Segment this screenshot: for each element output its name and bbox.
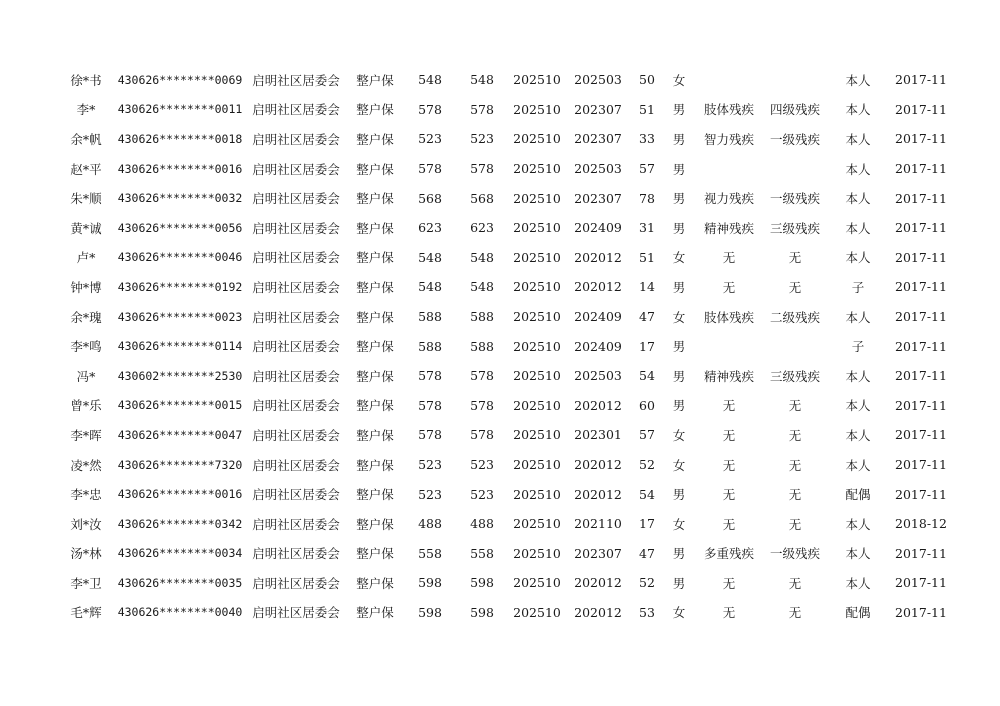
assistance-type-cell: 整户保 — [356, 309, 394, 325]
amount-cell: 548 — [418, 249, 442, 265]
community-unit-cell: 启明社区居委会 — [252, 72, 340, 88]
period-cell: 202510 — [513, 309, 561, 325]
period-cell: 202510 — [513, 575, 561, 591]
community-unit-cell: 启明社区居委会 — [252, 487, 340, 503]
relation-cell: 本人 — [845, 161, 871, 177]
relation-cell: 配偶 — [845, 605, 871, 621]
date-cell: 2017-11 — [895, 338, 947, 354]
table-row — [58, 183, 952, 213]
community-unit-cell: 启明社区居委会 — [252, 516, 340, 532]
name-cell: 冯* — [76, 368, 96, 384]
amount-cell: 488 — [418, 516, 442, 532]
assistance-type-cell: 整户保 — [356, 131, 394, 147]
id-number-cell: 430626********0034 — [117, 546, 243, 561]
roster-table — [58, 65, 952, 627]
community-unit-cell: 启明社区居委会 — [252, 102, 340, 118]
disability-type-cell: 多重残疾 — [703, 546, 754, 562]
period-cell: 202510 — [513, 190, 561, 206]
table-row — [58, 361, 952, 391]
age-cell: 52 — [639, 457, 655, 473]
age-cell: 57 — [639, 427, 655, 443]
disability-level-cell: 无 — [788, 575, 802, 591]
name-cell: 赵*平 — [70, 161, 102, 177]
community-unit-cell: 启明社区居委会 — [252, 546, 340, 562]
amount-cell: 588 — [418, 309, 442, 325]
id-number-cell: 430626********0035 — [117, 575, 243, 590]
start-period-cell: 202503 — [574, 368, 622, 384]
start-period-cell: 202503 — [574, 161, 622, 177]
table-row — [58, 539, 952, 569]
amount-cell: 568 — [418, 190, 442, 206]
start-period-cell: 202012 — [574, 575, 622, 591]
start-period-cell: 202307 — [574, 101, 622, 117]
sex-cell: 女 — [672, 309, 686, 325]
community-unit-cell: 启明社区居委会 — [252, 250, 340, 266]
relation-cell: 本人 — [845, 427, 871, 443]
sex-cell: 男 — [672, 398, 686, 414]
assistance-type-cell: 整户保 — [356, 191, 394, 207]
age-cell: 33 — [639, 131, 655, 147]
date-cell: 2017-11 — [895, 249, 947, 265]
assistance-type-cell: 整户保 — [356, 102, 394, 118]
amount-cell: 548 — [418, 279, 442, 295]
sex-cell: 女 — [672, 72, 686, 88]
amount-secondary-cell: 523 — [470, 486, 494, 502]
disability-type-cell: 无 — [722, 575, 736, 591]
disability-type-cell: 精神残疾 — [703, 368, 754, 384]
assistance-type-cell: 整户保 — [356, 161, 394, 177]
table-row — [58, 243, 952, 273]
id-number-cell: 430626********0342 — [117, 516, 243, 531]
amount-cell: 558 — [418, 545, 442, 561]
period-cell: 202510 — [513, 161, 561, 177]
period-cell: 202510 — [513, 604, 561, 620]
disability-level-cell: 无 — [788, 487, 802, 503]
assistance-type-cell: 整户保 — [356, 368, 394, 384]
community-unit-cell: 启明社区居委会 — [252, 398, 340, 414]
table-row — [58, 213, 952, 243]
amount-secondary-cell: 598 — [470, 575, 494, 591]
table-row — [58, 479, 952, 509]
amount-cell: 578 — [418, 397, 442, 413]
name-cell: 李* — [76, 102, 96, 118]
start-period-cell: 202409 — [574, 220, 622, 236]
relation-cell: 子 — [851, 339, 865, 355]
start-period-cell: 202503 — [574, 72, 622, 88]
sex-cell: 男 — [672, 191, 686, 207]
table-row — [58, 95, 952, 125]
id-number-cell: 430626********7320 — [117, 457, 243, 472]
table-row — [58, 154, 952, 184]
amount-cell: 623 — [418, 220, 442, 236]
name-cell: 卢* — [76, 250, 96, 266]
amount-secondary-cell: 578 — [470, 427, 494, 443]
disability-level-cell: 无 — [788, 457, 802, 473]
amount-cell: 578 — [418, 368, 442, 384]
disability-type-cell: 精神残疾 — [703, 220, 754, 236]
disability-type-cell — [694, 331, 764, 361]
name-cell: 毛*辉 — [70, 605, 102, 621]
assistance-type-cell: 整户保 — [356, 339, 394, 355]
relation-cell: 本人 — [845, 546, 871, 562]
assistance-type-cell: 整户保 — [356, 427, 394, 443]
age-cell: 51 — [639, 249, 655, 265]
id-number-cell: 430626********0114 — [117, 339, 243, 354]
period-cell: 202510 — [513, 457, 561, 473]
sex-cell: 男 — [672, 161, 686, 177]
start-period-cell: 202012 — [574, 279, 622, 295]
age-cell: 78 — [639, 190, 655, 206]
date-cell: 2017-11 — [895, 279, 947, 295]
date-cell: 2017-11 — [895, 131, 947, 147]
sex-cell: 女 — [672, 605, 686, 621]
name-cell: 汤*林 — [70, 546, 102, 562]
period-cell: 202510 — [513, 516, 561, 532]
assistance-type-cell: 整户保 — [356, 72, 394, 88]
disability-type-cell: 肢体残疾 — [703, 309, 754, 325]
disability-type-cell: 视力残疾 — [703, 191, 754, 207]
disability-level-cell: 无 — [788, 516, 802, 532]
amount-secondary-cell: 578 — [470, 368, 494, 384]
id-number-cell: 430626********0047 — [117, 427, 243, 442]
name-cell: 余*瑰 — [70, 309, 102, 325]
disability-level-cell: 四级残疾 — [769, 102, 820, 118]
disability-type-cell: 智力残疾 — [703, 131, 754, 147]
name-cell: 刘*汝 — [70, 516, 102, 532]
table-row — [58, 420, 952, 450]
relation-cell: 本人 — [845, 220, 871, 236]
age-cell: 17 — [639, 516, 655, 532]
community-unit-cell: 启明社区居委会 — [252, 131, 340, 147]
disability-type-cell: 无 — [722, 250, 736, 266]
sex-cell: 男 — [672, 131, 686, 147]
community-unit-cell: 启明社区居委会 — [252, 575, 340, 591]
start-period-cell: 202307 — [574, 190, 622, 206]
disability-type-cell: 无 — [722, 487, 736, 503]
id-number-cell: 430626********0018 — [117, 131, 243, 146]
sex-cell: 男 — [672, 102, 686, 118]
table-row — [58, 272, 952, 302]
id-number-cell: 430626********0011 — [117, 102, 243, 117]
assistance-type-cell: 整户保 — [356, 487, 394, 503]
amount-cell: 523 — [418, 486, 442, 502]
community-unit-cell: 启明社区居委会 — [252, 279, 340, 295]
age-cell: 60 — [639, 397, 655, 413]
disability-level-cell: 一级残疾 — [769, 191, 820, 207]
amount-cell: 578 — [418, 161, 442, 177]
sex-cell: 女 — [672, 250, 686, 266]
community-unit-cell: 启明社区居委会 — [252, 339, 340, 355]
period-cell: 202510 — [513, 486, 561, 502]
start-period-cell: 202307 — [574, 545, 622, 561]
period-cell: 202510 — [513, 220, 561, 236]
assistance-type-cell: 整户保 — [356, 279, 394, 295]
start-period-cell: 202307 — [574, 131, 622, 147]
id-number-cell: 430626********0016 — [117, 487, 243, 502]
amount-cell: 598 — [418, 604, 442, 620]
disability-level-cell: 无 — [788, 250, 802, 266]
amount-cell: 578 — [418, 101, 442, 117]
id-number-cell: 430626********0016 — [117, 161, 243, 176]
table-row — [58, 124, 952, 154]
amount-cell: 548 — [418, 72, 442, 88]
date-cell: 2017-11 — [895, 220, 947, 236]
community-unit-cell: 启明社区居委会 — [252, 427, 340, 443]
age-cell: 31 — [639, 220, 655, 236]
amount-secondary-cell: 578 — [470, 397, 494, 413]
amount-secondary-cell: 588 — [470, 309, 494, 325]
period-cell: 202510 — [513, 427, 561, 443]
period-cell: 202510 — [513, 101, 561, 117]
id-number-cell: 430626********0046 — [117, 250, 243, 265]
amount-cell: 523 — [418, 131, 442, 147]
id-number-cell: 430626********0032 — [117, 191, 243, 206]
period-cell: 202510 — [513, 368, 561, 384]
age-cell: 50 — [639, 72, 655, 88]
age-cell: 53 — [639, 604, 655, 620]
amount-cell: 523 — [418, 457, 442, 473]
relation-cell: 本人 — [845, 131, 871, 147]
period-cell: 202510 — [513, 72, 561, 88]
age-cell: 52 — [639, 575, 655, 591]
period-cell: 202510 — [513, 249, 561, 265]
amount-secondary-cell: 578 — [470, 101, 494, 117]
name-cell: 钟*博 — [70, 279, 102, 295]
date-cell: 2017-11 — [895, 486, 947, 502]
sex-cell: 女 — [672, 457, 686, 473]
disability-level-cell: 无 — [788, 398, 802, 414]
disability-level-cell — [764, 331, 826, 361]
start-period-cell: 202301 — [574, 427, 622, 443]
sex-cell: 女 — [672, 516, 686, 532]
amount-secondary-cell: 488 — [470, 516, 494, 532]
date-cell: 2017-11 — [895, 457, 947, 473]
start-period-cell: 202012 — [574, 397, 622, 413]
sex-cell: 男 — [672, 339, 686, 355]
period-cell: 202510 — [513, 545, 561, 561]
name-cell: 徐*书 — [70, 72, 102, 88]
date-cell: 2017-11 — [895, 72, 947, 88]
relation-cell: 本人 — [845, 575, 871, 591]
period-cell: 202510 — [513, 397, 561, 413]
start-period-cell: 202110 — [574, 516, 622, 532]
date-cell: 2017-11 — [895, 545, 947, 561]
table-row — [58, 568, 952, 598]
relation-cell: 本人 — [845, 309, 871, 325]
disability-type-cell — [694, 154, 764, 184]
table-row — [58, 509, 952, 539]
sex-cell: 男 — [672, 368, 686, 384]
relation-cell: 本人 — [845, 250, 871, 266]
period-cell: 202510 — [513, 279, 561, 295]
sex-cell: 女 — [672, 427, 686, 443]
date-cell: 2017-11 — [895, 368, 947, 384]
age-cell: 14 — [639, 279, 655, 295]
id-number-cell: 430626********0023 — [117, 309, 243, 324]
name-cell: 余*帆 — [70, 131, 102, 147]
date-cell: 2017-11 — [895, 575, 947, 591]
amount-secondary-cell: 523 — [470, 457, 494, 473]
amount-cell: 598 — [418, 575, 442, 591]
amount-secondary-cell: 588 — [470, 338, 494, 354]
disability-level-cell: 一级残疾 — [769, 546, 820, 562]
age-cell: 17 — [639, 338, 655, 354]
amount-secondary-cell: 578 — [470, 161, 494, 177]
disability-level-cell: 三级残疾 — [769, 368, 820, 384]
amount-secondary-cell: 548 — [470, 249, 494, 265]
amount-secondary-cell: 598 — [470, 604, 494, 620]
disability-level-cell — [764, 65, 826, 95]
disability-level-cell: 一级残疾 — [769, 131, 820, 147]
age-cell: 51 — [639, 101, 655, 117]
amount-secondary-cell: 523 — [470, 131, 494, 147]
date-cell: 2017-11 — [895, 427, 947, 443]
relation-cell: 本人 — [845, 102, 871, 118]
assistance-type-cell: 整户保 — [356, 220, 394, 236]
community-unit-cell: 启明社区居委会 — [252, 368, 340, 384]
sex-cell: 男 — [672, 487, 686, 503]
name-cell: 曾*乐 — [70, 398, 102, 414]
relation-cell: 本人 — [845, 368, 871, 384]
community-unit-cell: 启明社区居委会 — [252, 220, 340, 236]
date-cell: 2018-12 — [895, 516, 947, 532]
amount-secondary-cell: 558 — [470, 545, 494, 561]
assistance-type-cell: 整户保 — [356, 457, 394, 473]
relation-cell: 本人 — [845, 516, 871, 532]
community-unit-cell: 启明社区居委会 — [252, 605, 340, 621]
age-cell: 57 — [639, 161, 655, 177]
name-cell: 李*鸣 — [70, 339, 102, 355]
community-unit-cell: 启明社区居委会 — [252, 457, 340, 473]
relation-cell: 配偶 — [845, 487, 871, 503]
relation-cell: 子 — [851, 279, 865, 295]
name-cell: 李*晖 — [70, 427, 102, 443]
age-cell: 47 — [639, 545, 655, 561]
age-cell: 47 — [639, 309, 655, 325]
community-unit-cell: 启明社区居委会 — [252, 161, 340, 177]
start-period-cell: 202012 — [574, 604, 622, 620]
community-unit-cell: 启明社区居委会 — [252, 191, 340, 207]
sex-cell: 男 — [672, 220, 686, 236]
disability-type-cell — [694, 65, 764, 95]
disability-type-cell: 无 — [722, 398, 736, 414]
period-cell: 202510 — [513, 338, 561, 354]
id-number-cell: 430626********0192 — [117, 279, 243, 294]
id-number-cell: 430626********0040 — [117, 605, 243, 620]
amount-secondary-cell: 623 — [470, 220, 494, 236]
sex-cell: 男 — [672, 575, 686, 591]
id-number-cell: 430626********0056 — [117, 220, 243, 235]
date-cell: 2017-11 — [895, 604, 947, 620]
date-cell: 2017-11 — [895, 161, 947, 177]
sex-cell: 男 — [672, 279, 686, 295]
roster-table-body — [58, 65, 952, 627]
age-cell: 54 — [639, 368, 655, 384]
relation-cell: 本人 — [845, 72, 871, 88]
disability-type-cell: 无 — [722, 605, 736, 621]
date-cell: 2017-11 — [895, 101, 947, 117]
relation-cell: 本人 — [845, 398, 871, 414]
disability-type-cell: 无 — [722, 457, 736, 473]
name-cell: 李*忠 — [70, 487, 102, 503]
table-row — [58, 598, 952, 628]
start-period-cell: 202409 — [574, 309, 622, 325]
disability-level-cell: 无 — [788, 427, 802, 443]
disability-type-cell: 无 — [722, 516, 736, 532]
id-number-cell: 430626********0015 — [117, 398, 243, 413]
disability-level-cell: 无 — [788, 605, 802, 621]
disability-type-cell: 无 — [722, 279, 736, 295]
disability-type-cell: 肢体残疾 — [703, 102, 754, 118]
date-cell: 2017-11 — [895, 309, 947, 325]
date-cell: 2017-11 — [895, 397, 947, 413]
disability-level-cell — [764, 154, 826, 184]
amount-secondary-cell: 568 — [470, 190, 494, 206]
table-row — [58, 331, 952, 361]
period-cell: 202510 — [513, 131, 561, 147]
sex-cell: 男 — [672, 546, 686, 562]
name-cell: 朱*顺 — [70, 191, 102, 207]
id-number-cell: 430602********2530 — [117, 368, 243, 383]
assistance-type-cell: 整户保 — [356, 546, 394, 562]
table-row — [58, 302, 952, 332]
assistance-type-cell: 整户保 — [356, 516, 394, 532]
start-period-cell: 202012 — [574, 457, 622, 473]
community-unit-cell: 启明社区居委会 — [252, 309, 340, 325]
assistance-type-cell: 整户保 — [356, 250, 394, 266]
start-period-cell: 202012 — [574, 249, 622, 265]
relation-cell: 本人 — [845, 457, 871, 473]
amount-secondary-cell: 548 — [470, 72, 494, 88]
disability-level-cell: 三级残疾 — [769, 220, 820, 236]
table-row — [58, 65, 952, 95]
name-cell: 李*卫 — [70, 575, 102, 591]
id-number-cell: 430626********0069 — [117, 72, 243, 87]
relation-cell: 本人 — [845, 191, 871, 207]
age-cell: 54 — [639, 486, 655, 502]
disability-level-cell: 无 — [788, 279, 802, 295]
assistance-type-cell: 整户保 — [356, 605, 394, 621]
name-cell: 黄*诚 — [70, 220, 102, 236]
disability-type-cell: 无 — [722, 427, 736, 443]
start-period-cell: 202409 — [574, 338, 622, 354]
name-cell: 凌*然 — [70, 457, 102, 473]
assistance-type-cell: 整户保 — [356, 398, 394, 414]
amount-cell: 578 — [418, 427, 442, 443]
start-period-cell: 202012 — [574, 486, 622, 502]
amount-cell: 588 — [418, 338, 442, 354]
assistance-type-cell: 整户保 — [356, 575, 394, 591]
date-cell: 2017-11 — [895, 190, 947, 206]
disability-level-cell: 二级残疾 — [769, 309, 820, 325]
table-row — [58, 450, 952, 480]
table-row — [58, 391, 952, 421]
amount-secondary-cell: 548 — [470, 279, 494, 295]
